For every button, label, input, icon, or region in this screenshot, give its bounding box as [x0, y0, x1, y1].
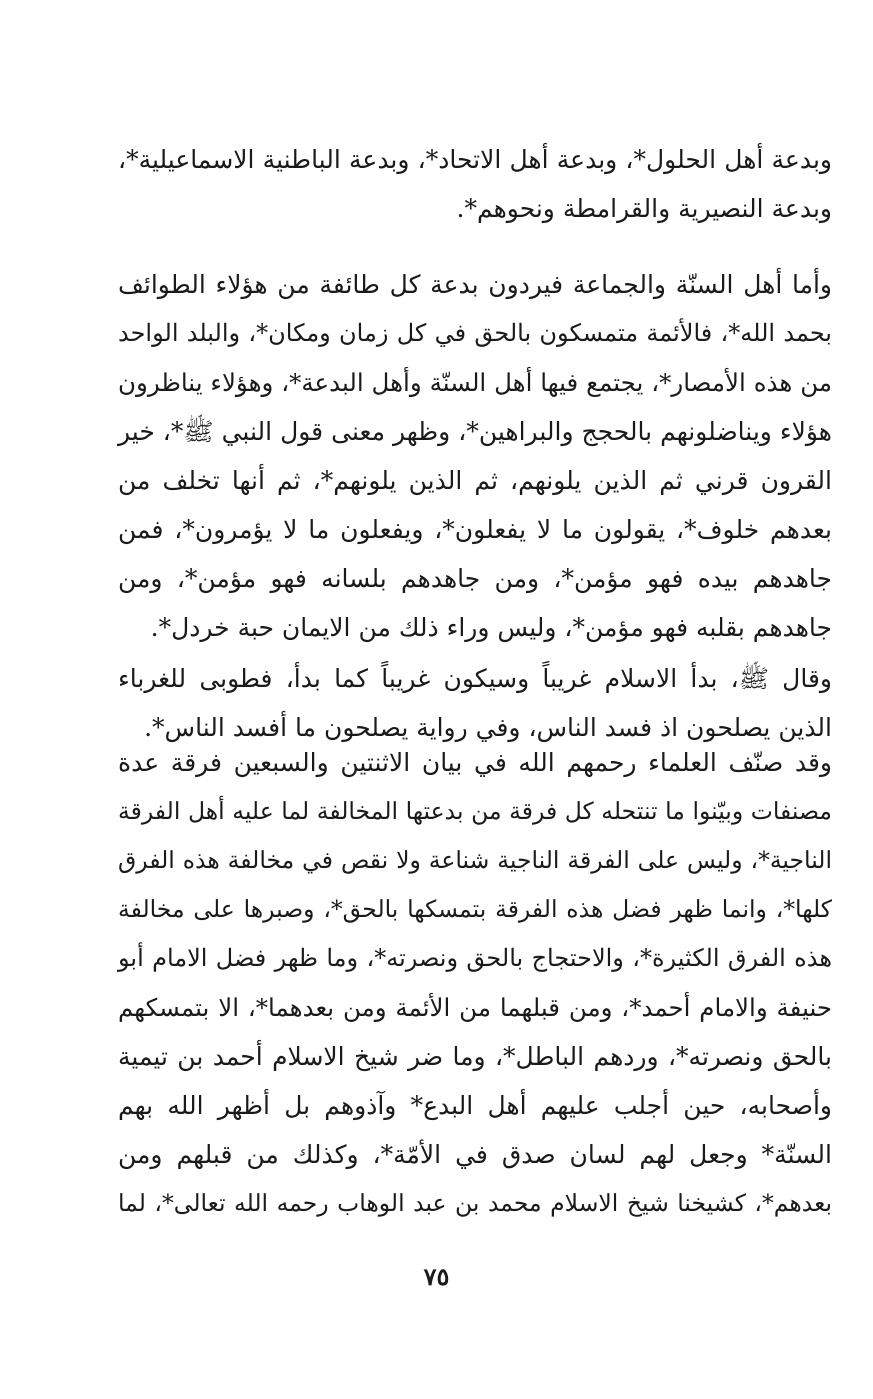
text-line: وبدعة أهل الحلول*، وبدعة أهل الاتحاد*، وبدعة الباطنية الاسماعيلية*،: [118, 145, 832, 174]
page-number: ٧٥: [423, 1262, 450, 1291]
text-line: كلها*، وانما ظهر فضل هذه الفرقة بتمسكها بالحق*، وصبرها على مخالفة: [118, 895, 832, 923]
text-line: وقال ﷺ، بدأ الاسلام غريباً وسيكون غريباً كما بدأ، فطوبى للغرباء: [118, 664, 832, 693]
text-line: جاهدهم بيده فهو مؤمن*، ومن جاهدهم بلسانه فهو مؤمن*، ومن: [118, 564, 832, 593]
text-line: هذه الفرق الكثيرة*، والاحتجاج بالحق ونصرته*، وما ظهر فضل الامام أبو: [118, 944, 832, 972]
text-line: مصنفات وبيّنوا ما تنتحله كل فرقة من بدعتها المخالفة لما عليه أهل الفرقة: [118, 797, 832, 825]
text-line: وأما أهل السنّة والجماعة فيردون بدعة كل طائفة من هؤلاء الطوائف: [118, 270, 832, 299]
text-line: وأصحابه، حين أجلب عليهم أهل البدع* وآذوهم بل أظهر الله بهم: [118, 1091, 832, 1120]
text-line: حنيفة والامام أحمد*، ومن قبلهما من الأئمة ومن بعدهما*، الا بتمسكهم: [118, 993, 832, 1022]
text-line: جاهدهم بقلبه فهو مؤمن*، وليس وراء ذلك من الايمان حبة خردل*.: [150, 613, 832, 642]
text-line: بعدهم خلوف*، يقولون ما لا يفعلون*، ويفعلون ما لا يؤمرون*، فمن: [118, 515, 832, 544]
text-line: من هذه الأمصار*، يجتمع فيها أهل السنّة وأهل البدعة*، وهؤلاء يناظرون: [118, 368, 832, 397]
text-line: السنّة* وجعل لهم لسان صدق في الأمّة*، وكذلك من قبلهم ومن: [118, 1140, 832, 1169]
paragraph-4: [118, 738, 832, 1228]
text-line: وقد صنّف العلماء رحمهم الله في بيان الاثنتين والسبعين فرقة عدة: [118, 748, 832, 777]
text-line: وبدعة النصيرية والقرامطة ونحوهم*.: [456, 194, 832, 223]
text-line: القرون قرني ثم الذين يلونهم، ثم الذين يلونهم*، ثم أنها تخلف من: [118, 466, 832, 495]
text-line: بالحق ونصرته*، وردهم الباطل*، وما ضر شيخ الاسلام أحمد بن تيمية: [118, 1042, 832, 1071]
text-line: الذين يصلحون اذ فسد الناس، وفي رواية يصلحون ما أفسد الناس*.: [144, 713, 832, 742]
text-line: بحمد الله*، فالأئمة متمسكون بالحق في كل زمان ومكان*، والبلد الواحد: [118, 319, 832, 347]
paragraph-1: [118, 135, 832, 233]
text-line: بعدهم*، كشيخنا شيخ الاسلام محمد بن عبد الوهاب رحمه الله تعالى*، لما: [118, 1189, 832, 1217]
paragraph-2: [118, 260, 832, 652]
text-line: الناجية*، وليس على الفرقة الناجية شناعة ولا نقص في مخالفة هذه الفرق: [118, 846, 832, 874]
text-line: هؤلاء ويناضلونهم بالحجج والبراهين*، وظهر معنى قول النبي ﷺ*، خير: [118, 417, 832, 446]
